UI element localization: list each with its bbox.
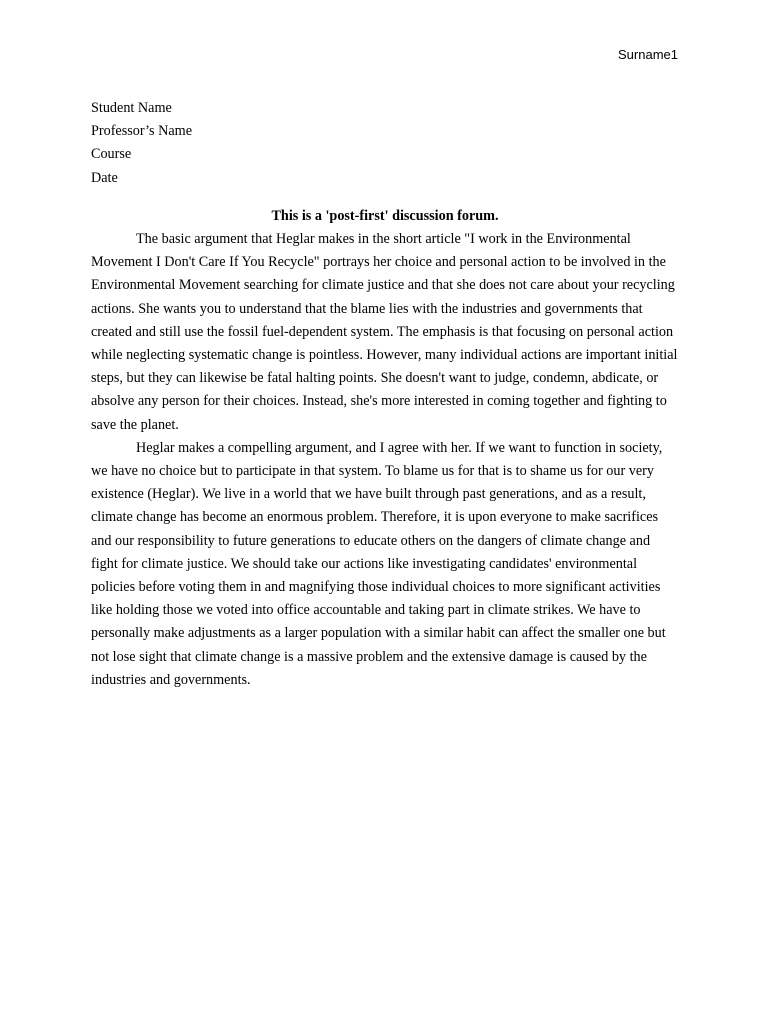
document-body xyxy=(91,97,679,692)
document-title: This is a 'post-first' discussion forum. xyxy=(271,207,499,224)
date-line: Date xyxy=(91,169,118,186)
paragraph-1: The basic argument that Heglar makes in the short article "I work in the Environmental Movement I Don't Care If You Recycle" portrays her choice and personal action to be involved in the Environmental Movement searching for climate justice and that she does not care about your recycling actions. She wants you to understand that the blame lies with the industries and governments that created and still use the fossil fuel-dependent system. The emphasis is that focusing on personal action while neglecting systematic change is pointless. However, many individual actions are important initial steps, but they can likewise be fatal halting points. She doesn't want to judge, condemn, abdicate, or absolve any person for their choices. Instead, she's more interested in coming together and fighting to save the planet. xyxy=(91,231,678,433)
heading-spacer xyxy=(91,190,679,205)
professor-name: Professor’s Name xyxy=(91,123,193,140)
paragraph-2: Heglar makes a compelling argument, and I agree with her. If we want to function in society, we have no choice but to participate in that system. To blame us for that is to shame us for our very existence (Heglar). We live in a world that we have built through past generations, and as a result, climate change has become an enormous problem. Therefore, it is upon everyone to make sacrifices and our responsibility to future generations to educate others on the dangers of climate change and fight for climate justice. We should take our actions like investigating candidates' environmental policies before voting them in and magnifying those individual choices to more significant activities like holding those we voted into office accountable and taking part in climate strikes. We have to personally make adjustments as a larger population with a similar habit can affect the smaller one but not lose sight that climate change is a massive problem and the extensive damage is caused by the industries and governments. xyxy=(91,439,666,688)
student-name: Student Name xyxy=(91,100,172,116)
course-name: Course xyxy=(91,146,132,163)
running-head: Surname1 xyxy=(618,47,678,62)
